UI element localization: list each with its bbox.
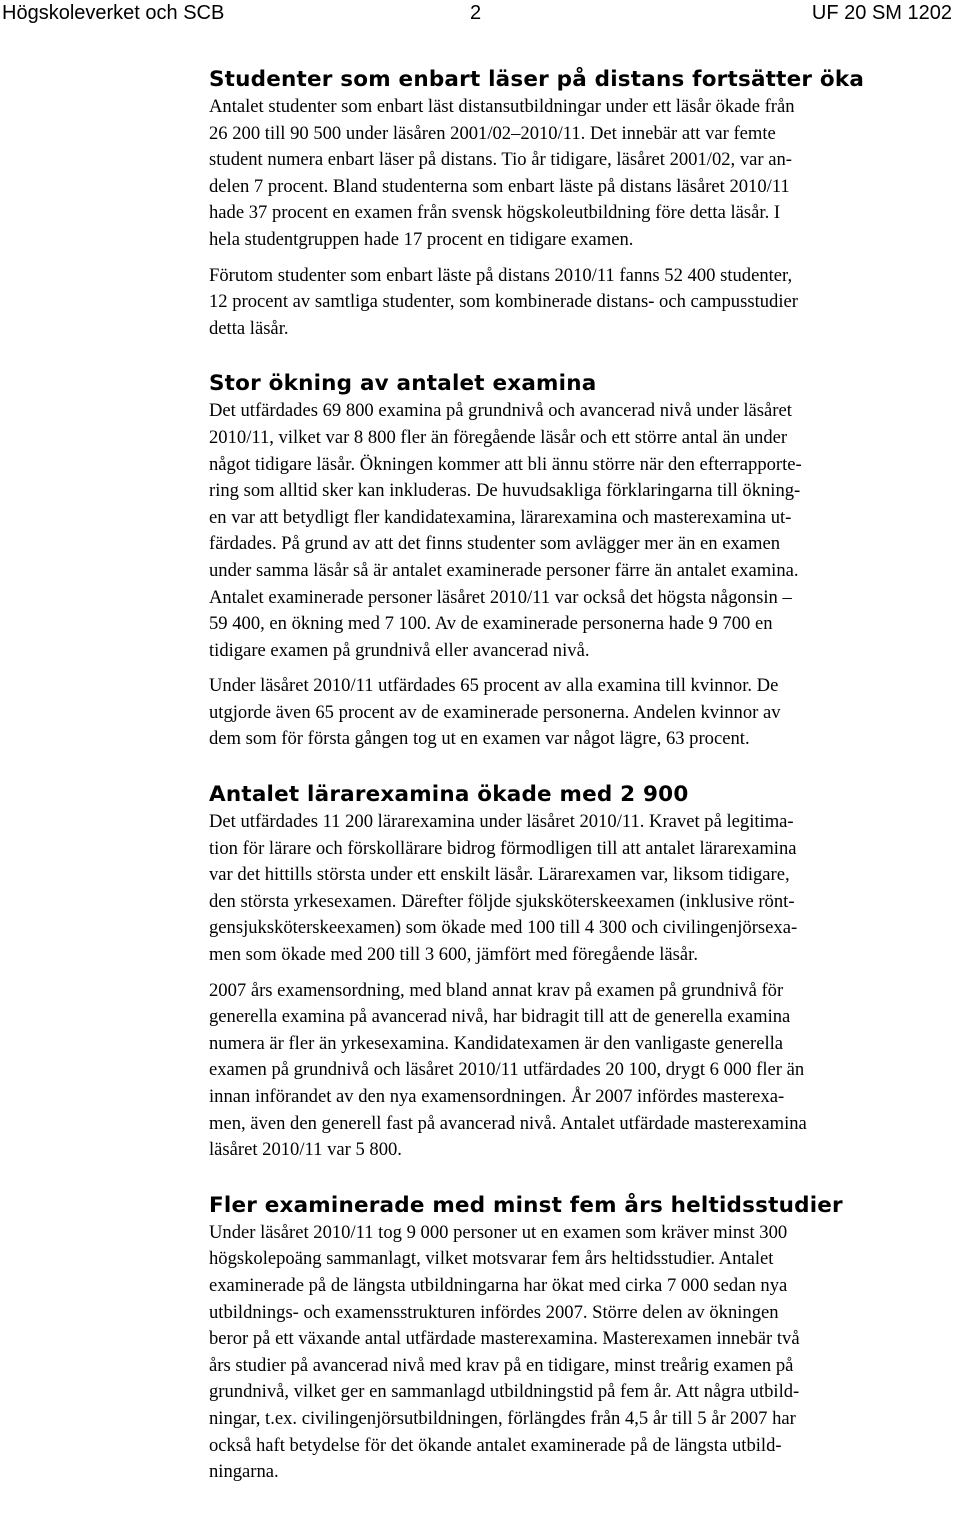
report-id: UF 20 SM 1202: [811, 2, 952, 24]
page-number: 2: [470, 2, 482, 24]
paragraph: Under läsåret 2010/11 utfärdades 65 procent av alla examina till kvinnor. De utgjorde även 65 procent av de examinerade personerna. Andelen kvinnor av dem som för första gången tog ut en examen var något lägre, 63 procent.: [209, 675, 781, 750]
section-heading-five-year-studies: Fler examinerade med minst fem års heltidsstudier: [209, 1192, 843, 1218]
paragraph: Antalet studenter som enbart läst distansutbildningar under ett läsår ökade från 26 200 till 90 500 under läsåren 2001/02–2010/11. Det innebär att var femte student numera enbart läser på distans. Tio år tidigare, läsåret 2001/02, var an- delen 7 procent. Bland studenterna som enbart läste på distans läsåret 2010/11 hade 37 procent en examen från svensk högskoleutbildning före detta läsår. I hela studentgruppen hade 17 procent en tidigare examen.: [209, 96, 795, 250]
paragraph: Det utfärdades 11 200 lärarexamina under läsåret 2010/11. Kravet på legitima- tion för lärare och förskollärare bidrog förmodligen till att antalet lärarexamina var det hittills största under ett enskilt läsår. Lärarexamen var, liksom tidigare, den största yrkesexamen. Därefter följde sjuksköterskeexamen (inklusive rönt- gensjuksköterskeexamen) som ökade med 100 till 4 300 och civilingenjörsexa- men som ökade med 200 till 3 600, jämfört med föregående läsår.: [209, 811, 798, 966]
paragraph: Förutom studenter som enbart läste på distans 2010/11 fanns 52 400 studenter, 12 procent av samtliga studenter, som kombinerade distans- och campusstudier detta läsår.: [209, 264, 798, 339]
paragraph: Under läsåret 2010/11 tog 9 000 personer ut en examen som kräver minst 300 högskolepoäng sammanlagt, vilket motsvarar fem års heltidsstudier. Antalet examinerade på de längsta utbildningarna har ökat med cirka 7 000 sedan nya utbildnings- och examensstrukturen infördes 2007. Större delen av ökningen beror på ett växande antal utfärdade masterexamina. Masterexamen innebär två års studier på avancerad nivå med krav på en tidigare, minst treårig examen på grundnivå, vilket ger en sammanlagd utbildningstid på fem år. Att några utbild- ningar, t.ex. civilingenjörsutbildningen, förlängdes från 4,5 år till 5 år 2007 har också haft betydelse för det ökande antalet examinerade på de längsta utbild- ningarna.: [209, 1221, 800, 1483]
page-header: [0, 0, 960, 26]
header-publisher: Högskoleverket och SCB: [2, 2, 225, 24]
section-heading-distance-students: Studenter som enbart läser på distans fortsätter öka: [209, 67, 865, 92]
paragraph: Det utfärdades 69 800 examina på grundnivå och avancerad nivå under läsåret 2010/11, vilket var 8 800 fler än föregående läsår och ett större antal än under något tidigare läsår. Ökningen kommer att bli ännu större när den efterrapporte- ring som alltid sker kan inkluderas. De huvudsakliga förklaringarna till ökning- en var att betydligt fler kandidatexamina, lärarexamina och masterexamina ut- färdades. På grund av att det finns studenter som avlägger mer än en examen under samma läsår så är antalet examinerade personer färre än antalet examina. Antalet examinerade personer läsåret 2010/11 var också det högsta någonsin – 59 400, en ökning med 7 100. Av de examinerade personerna hade 9 700 en tidigare examen på grundnivå eller avancerad nivå.: [209, 400, 802, 661]
section-heading-degrees-increase: Stor ökning av antalet examina: [209, 371, 597, 397]
document-body: [209, 66, 949, 1486]
section-heading-teacher-degrees: Antalet lärarexamina ökade med 2 900: [209, 782, 689, 808]
paragraph: 2007 års examensordning, med bland annat krav på examen på grundnivå för generella examina på avancerad nivå, har bidragit till att de generella examina numera är fler än yrkesexamina. Kandidatexamen är den vanligaste generella examen på grundnivå och läsåret 2010/11 utfärdades 20 100, drygt 6 000 fler än innan införandet av den nya examensordningen. År 2007 infördes masterexa- men, även den generell fast på avancerad nivå. Antalet utfärdade masterexamina läsåret 2010/11 var 5 800.: [209, 979, 807, 1161]
